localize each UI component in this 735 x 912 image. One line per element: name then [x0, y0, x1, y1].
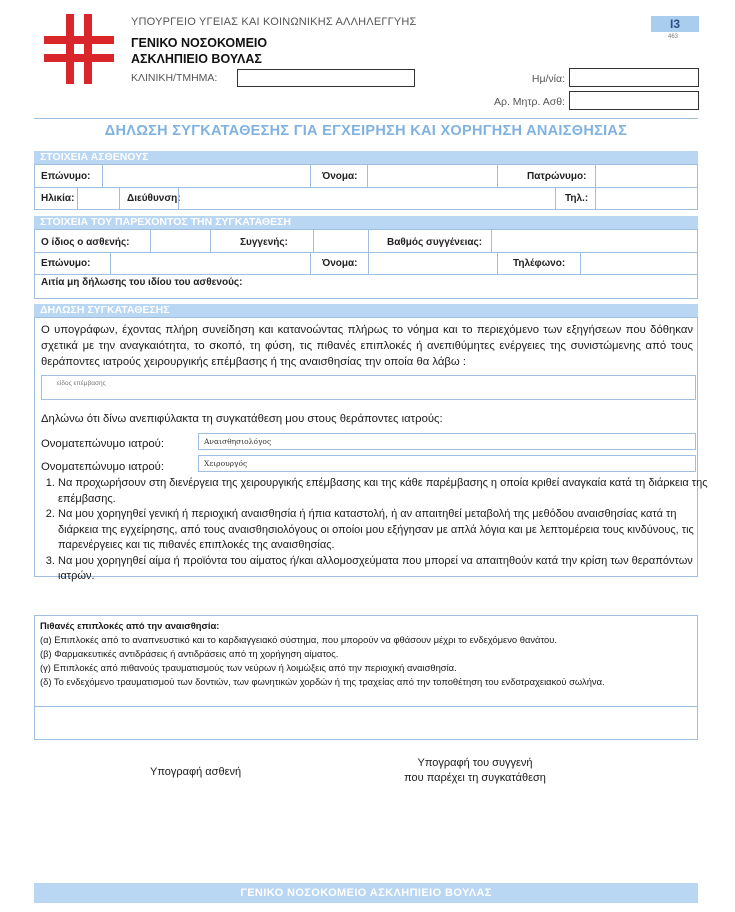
doctor-field-anaesthetist[interactable]	[198, 433, 696, 450]
form-title: ΔΗΛΩΣΗ ΣΥΓΚΑΤΑΘΕΣΗΣ ΓΙΑ ΕΓΧΕΙΡΗΣΗ ΚΑΙ ΧΟΡΗΓΗΣΗ ΑΝΑΙΣΘΗΣΙΑΣ	[104, 123, 628, 139]
procedure-field[interactable]	[41, 375, 696, 400]
section-patient: ΣΤΟΙΧΕΙΑ ΑΣΘΕΝΟΥΣ	[34, 151, 698, 164]
doctor-label-2: Ονοματεπώνυμο ιατρού:	[41, 461, 164, 473]
notes-field[interactable]	[34, 706, 698, 740]
consent-item: 3. Να μου χορηγηθεί αίμα ή προϊόντα του αίματος ή/και αλλομοσχεύματα που μπορεί να απαιτηθούν κατά την κρίση των θεραπόντων ιατρών.	[58, 554, 713, 585]
patient-signature-label: Υπογραφή ασθενή	[150, 766, 242, 778]
complication-item: (δ) Το ενδεχόμενο τραυματισμού των δοντιών, των φωνητικών χορδών ή της τραχείας από την τοποθέτηση του ενδοτραχειακού σωλήνα.	[40, 676, 605, 687]
provider-surname-label: Επώνυμο:	[41, 258, 91, 269]
provider-self-label: Ο ίδιος ο ασθενής:	[41, 237, 130, 248]
record-number-label: Αρ. Μητρ. Ασθ:	[493, 96, 565, 108]
consent-paragraph: Ο υπογράφων, έχοντας πλήρη συνείδηση και κατανοώντας πλήρως το νόημα και το περιεχόμενο των εξηγήσεων που δόθηκαν σχετικά με την αναγκαιότητα, το σκοπό, τη φύση, τις πιθανές επιπλοκές ή ανεπιθύμητες ενέργειες της συνιστώμενης από τους θεράποντες ιατρούς χειρουργικής επέμβασης ή της αναισθησίας την οποία θα λάβω :	[41, 324, 693, 368]
provider-relative-label: Συγγενής:	[240, 237, 288, 248]
doctor-label-1: Ονοματεπώνυμο ιατρού:	[41, 438, 164, 450]
doctor-role-surgeon: Χειρουργός	[204, 459, 248, 468]
form-code: Ι3	[651, 16, 699, 32]
complication-item: (γ) Επιπλοκές από πιθανούς τραυματισμούς των νεύρων ή λοιμώξεις από την περιοχική αναισθησία.	[40, 662, 457, 673]
patient-row-2	[34, 188, 698, 210]
clinic-field[interactable]	[237, 69, 415, 87]
provider-reason-label: Αιτία μη δήλωσης του ιδίου του ασθενούς:	[41, 277, 243, 288]
complication-item: (β) Φαρμακευτικές αντιδράσεις ή αντιδράσεις από τη χορήγηση αίματος.	[40, 648, 339, 659]
patient-address-label: Διεύθυνση:	[127, 193, 181, 204]
consent-item: 2. Να μου χορηγηθεί γενική ή περιοχική αναισθησία ή ήπια καταστολή, ή αν απαιτηθεί μεταβολή της μεθόδου αναισθησίας κατά τη διάρκεια της εγχείρησης, από τους αναισθησιολόγους οι οποίοι μου εξήγησαν με απλά λόγια και με λεπτομέρεια τους κινδύνους, τις παρενέργειες και τις πιθανές επιπλοκές της αναισθησίας.	[58, 507, 713, 554]
procedure-placeholder: είδος επέμβασης	[57, 380, 106, 387]
record-number-field[interactable]	[569, 91, 699, 110]
patient-name-label: Όνομα:	[322, 171, 358, 182]
patient-row-1	[34, 164, 698, 188]
patient-father-label: Πατρώνυμο:	[527, 171, 587, 182]
date-field[interactable]	[569, 68, 699, 87]
doctor-field-surgeon[interactable]	[198, 455, 696, 472]
section-consent: ΔΗΛΩΣΗ ΣΥΓΚΑΤΑΘΕΣΗΣ	[34, 304, 698, 317]
footer-bar: ΓΕΝΙΚΟ ΝΟΣΟΚΟΜΕΙΟ ΑΣΚΛΗΠΙΕΙΟ ΒΟΥΛΑΣ	[34, 883, 698, 903]
date-label: Ημ/νία:	[531, 73, 565, 85]
hospital-logo	[44, 14, 114, 84]
consent-items	[41, 476, 713, 585]
patient-surname-label: Επώνυμο:	[41, 171, 91, 182]
complications-list	[40, 633, 690, 689]
hospital-name-line2: ΑΣΚΛΗΠΙΕΙΟ ΒΟΥΛΑΣ	[131, 52, 262, 66]
hospital-name-line1: ΓΕΝΙΚΟ ΝΟΣΟΚΟΜΕΙΟ	[131, 36, 268, 50]
complication-item: (α) Επιπλοκές από το αναπνευστικό και το καρδιαγγειακό σύστημα, που μπορούν να φθάσουν μέχρι το ενδεχόμενο θανάτου.	[40, 634, 557, 645]
section-provider: ΣΤΟΙΧΕΙΑ ΤΟΥ ΠΑΡΕΧΟΝΤΟΣ ΤΗΝ ΣΥΓΚΑΤΑΘΕΣΗ	[34, 216, 698, 229]
relative-signature-line1: Υπογραφή του συγγενή	[417, 757, 533, 769]
clinic-label: ΚΛΙΝΙΚΗ/ΤΜΗΜΑ:	[131, 72, 218, 84]
patient-age-label: Ηλικία:	[41, 193, 75, 204]
provider-row-2	[34, 253, 698, 275]
patient-phone-label: Τηλ.:	[565, 193, 589, 204]
relative-signature-line2: που παρέχει τη συγκατάθεση	[404, 772, 546, 784]
provider-phone-label: Τηλέφωνο:	[513, 258, 566, 269]
provider-degree-label: Βαθμός συγγένειας:	[387, 237, 483, 248]
form-number: 463	[668, 34, 679, 40]
provider-row-3	[34, 275, 698, 299]
relative-signature-label	[385, 756, 565, 786]
doctor-role-anaesthetist: Αναισθησιολόγος	[204, 437, 272, 446]
provider-row-1	[34, 229, 698, 253]
consent-declaration: Δηλώνω ότι δίνω ανεπιφύλακτα τη συγκατάθεση μου στους θεράποντες ιατρούς:	[41, 413, 443, 425]
consent-item: 1. Να προχωρήσουν στη διενέργεια της χειρουργικής επέμβασης και της κάθε παρέμβασης η οποία κριθεί αναγκαία κατά τη διάρκεια της επέμβασης.	[58, 476, 713, 507]
ministry-name: ΥΠΟΥΡΓΕΙΟ ΥΓΕΙΑΣ ΚΑΙ ΚΟΙΝΩΝΙΚΗΣ ΑΛΛΗΛΕΓΓΥΗΣ	[131, 16, 417, 28]
provider-name-label: Όνομα:	[322, 258, 358, 269]
complications-heading: Πιθανές επιπλοκές από την αναισθησία:	[40, 620, 220, 631]
